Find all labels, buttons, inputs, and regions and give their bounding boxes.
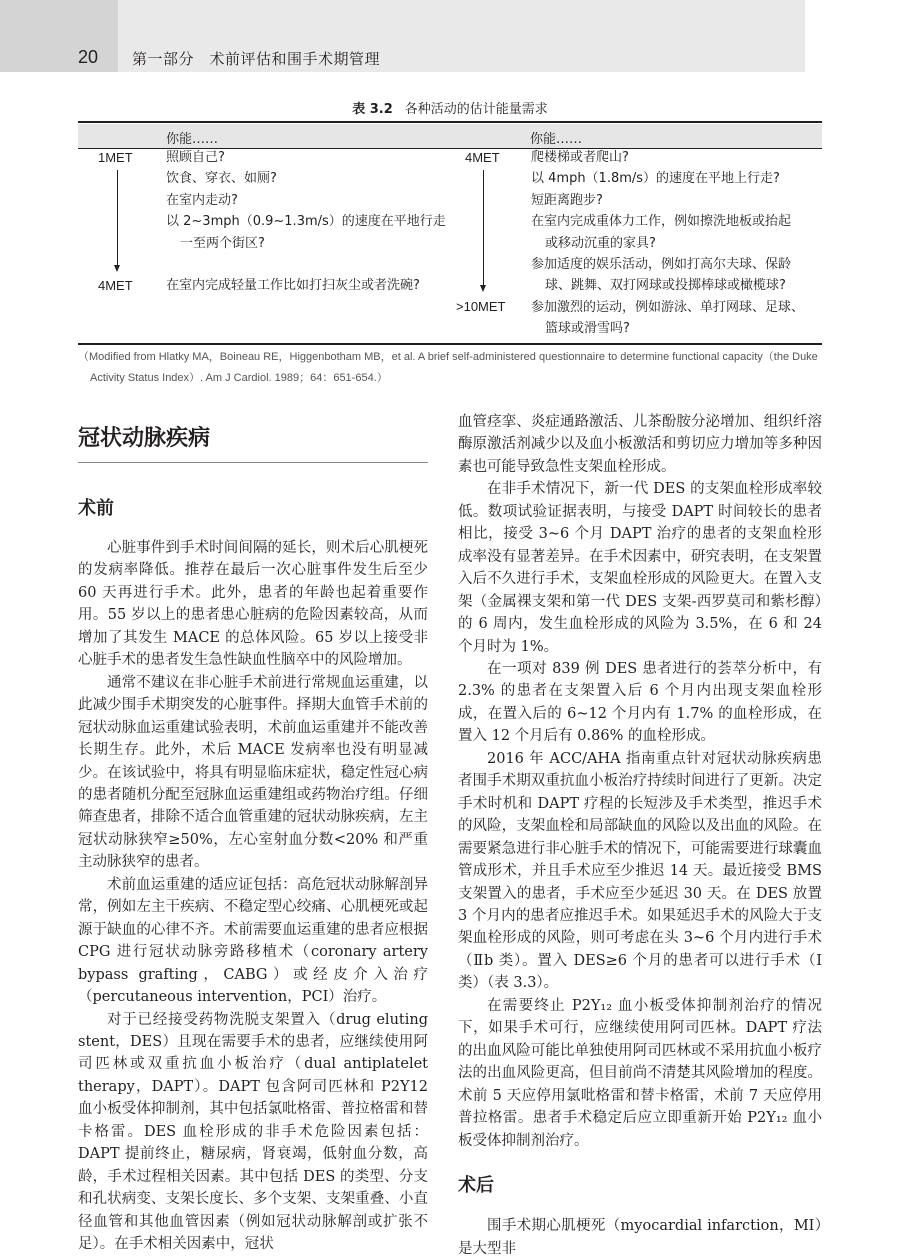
paragraph: 在需要终止 P2Y₁₂ 血小板受体抑制剂治疗的情况下，如果手术可行，应继续使用阿司匹林。DAPT 疗法的出血风险可能比单独使用阿司匹林或不采用抗血小板疗法的出血风险更高，但目前尚不清楚其风险增加的程度。术前 5 天应停用氯吡格雷和替卡格雷，术前 7 天应停用普拉格雷。患者手术稳定后应立即重新开始 P2Y₁₂ 血小板受体抑制剂治疗。: [458, 997, 822, 1149]
activity: 爬楼梯或者爬山?: [531, 150, 629, 165]
table-title: 各种活动的估计能量需求: [404, 102, 548, 117]
paragraph: 术前血运重建的适应证包括：高危冠状动脉解剖异常，例如左主干疾病、不稳定型心绞痛、心肌梗死或起源于缺血的心律不齐。术前需要血运重建的患者应根据 CPG 进行冠状动脉旁路移植术（coronary artery bypass grafting，CABG）或经皮介入治疗（percutaneous intervention，PCI）治疗。: [78, 876, 428, 1006]
activity: 参加激烈的运动，例如游泳、单打网球、足球、: [531, 299, 805, 315]
activity: 以 4mph（1.8m/s）的速度在平地上行走?: [531, 171, 780, 187]
table-right-activities: [531, 147, 804, 340]
table-footnote: [78, 347, 828, 389]
activity: 在室内完成重体力工作，例如擦洗地板或抬起: [531, 214, 792, 230]
arrow-down-icon: [483, 170, 484, 286]
footnote-line: （Modified from Hlatky MA，Boineau RE，Higgenbotham MB，et al. A brief self-administered questionnaire to determine functional capacity（the Duke: [78, 351, 818, 363]
right-end-label: >10MET: [456, 299, 506, 314]
table-label: 表 3.2: [352, 102, 393, 117]
arrow-down-icon: [117, 170, 118, 266]
left-end-label: 4MET: [98, 278, 133, 293]
activity: 饮食、穿衣、如厕?: [166, 171, 277, 187]
paragraph: 在一项对 839 例 DES 患者进行的荟萃分析中，有 2.3% 的患者在支架置入后 6 个月内出现支架血栓形成，在置入后的 6~12 个月内有 1.7% 的血栓形成，在置入 12 个月后有 0.86% 的血栓形成。: [458, 660, 822, 745]
footnote-line: Activity Status Index）. Am J Cardiol. 1989；64：651-654.）: [90, 372, 388, 384]
table-left-activities: [166, 147, 446, 297]
activity: 一至两个街区?: [180, 235, 265, 251]
page-number: 20: [78, 47, 99, 67]
table-bottom-rule: [78, 343, 822, 345]
section-heading: 冠状动脉疾病: [78, 425, 428, 463]
header-tab: [0, 0, 118, 72]
col-header-left: 你能……: [166, 132, 219, 147]
table-header-row: [78, 124, 822, 148]
activity: 短距离跑步?: [531, 192, 603, 208]
col-header-right: 你能……: [530, 132, 583, 147]
running-header: [0, 0, 805, 72]
activity: 在室内走动?: [166, 192, 238, 208]
paragraph: 对于已经接受药物洗脱支架置入（drug eluting stent，DES）且现在需要手术的患者，应继续使用阿司匹林或双重抗血小板治疗（dual antiplatelet therapy，DAPT）。DAPT 包含阿司匹林和 P2Y12 血小板受体抑制剂，其中包括氯吡格雷、普拉格雷和替卡格雷。DES 血栓形成的非手术危险因素包括：DAPT 提前终止，糖尿病，肾衰竭，低射血分数，高龄，手术过程相关因素。其中包括 DES 的类型、分支和孔状病变、支架长度长、多个支架、支架重叠、小直径血管和其他血管因素（例如冠状动脉解剖或扩张不足）。在手术相关因素中，冠状: [78, 1011, 428, 1253]
paragraph: 血管痉挛、炎症通路激活、儿茶酚胺分泌增加、组织纤溶酶原激活剂减少以及血小板激活和剪切应力增加等多种因素也可能导致急性支架血栓形成。: [458, 414, 822, 475]
paragraph: 在非手术情况下，新一代 DES 的支架血栓形成率较低。数项试验证据表明，与接受 DAPT 时间较长的患者相比，接受 3~6 个月 DAPT 治疗的患者的支架血栓形成率没有显著差异。在手术因素中，研究表明，在支架置入后不久进行手术，支架血栓形成的风险更大。在置入支架（金属裸支架和第一代 DES 支架-西罗莫司和紫杉醇）的 6 周内，发生血栓形成的风险为 3.5%，在 6 和 24 个月时为 1%。: [458, 481, 822, 655]
activity: 参加适度的娱乐活动，例如打高尔夫球、保龄: [531, 256, 792, 272]
paragraph: 通常不建议在非心脏手术前进行常规血运重建，以此减少围手术期突发的心脏事件。择期大血管手术前的冠状动脉血运重建试验表明，术前血运重建并不能改善长期生存。此外，术后 MACE 发病率也没有明显减少。在该试验中，将具有明显临床症状，稳定性冠心病的患者随机分配至冠脉血运重建组或药物治疗组。仔细筛查患者，排除不适合血管重建的冠状动脉疾病，左主冠状动脉狭窄≥50%，左心室射血分数<20% 和严重主动脉狭窄的患者。: [78, 674, 428, 871]
activity: 球、跳舞、双打网球或投掷棒球或橄榄球?: [545, 278, 786, 294]
paragraph: 围手术期心肌梗死（myocardial infarction，MI）是大型非: [458, 1218, 822, 1257]
activity: 照顾自己?: [166, 150, 225, 165]
table-caption: [0, 98, 900, 117]
right-column: [458, 411, 822, 1260]
activity: 篮球或滑雪吗?: [545, 321, 630, 337]
paragraph: 2016 年 ACC/AHA 指南重点针对冠状动脉疾病患者围手术期双重抗血小板治疗持续时间进行了更新。决定手术时机和 DAPT 疗程的长短涉及手术类型，推迟手术的风险，支架血栓和局部缺血的风险以及出血的风险。在需要紧急进行非心脏手术的情况下，可能需要进行球囊血管成形术，并且手术应至少推迟 14 天。最近接受 BMS 支架置入的患者，手术应至少延迟 30 天。在 DES 放置 3 个月内的患者应推迟手术。如果延迟手术的风险大于支架血栓形成的风险，则可考虑在头 3~6 个月内进行手术（Ⅱb 类）。置入 DES≥6 个月的患者可以进行手术（Ⅰ类）（表 3.3）。: [458, 750, 822, 992]
paragraph: 心脏事件到手术时间间隔的延长，则术后心肌梗死的发病率降低。推荐在最后一次心脏事件发生后至少 60 天再进行手术。此外，患者的年龄也起着重要作用。55 岁以上的患者患心脏病的危险因素较高，从而增加了其发生 MACE 的总体风险。65 岁以上接受非心脏手术的患者发生急性缺血性脑卒中的风险增加。: [78, 539, 428, 669]
left-column: [78, 425, 428, 1255]
right-start-label: 4MET: [465, 150, 500, 165]
activity: 以 2~3mph（0.9~1.3m/s）的速度在平地行走: [166, 214, 446, 230]
activity-spacer: [166, 254, 446, 275]
part-title: 第一部分 术前评估和围手术期管理: [132, 50, 381, 68]
activity: 在室内完成轻量工作比如打扫灰尘或者洗碗?: [166, 278, 420, 294]
left-start-label: 1MET: [98, 150, 133, 165]
subsection-heading-preop: 术前: [78, 497, 114, 519]
activity: 或移动沉重的家具?: [545, 235, 656, 251]
table-top-rule: [78, 121, 822, 123]
subsection-heading-postop: 术后: [458, 1174, 494, 1196]
